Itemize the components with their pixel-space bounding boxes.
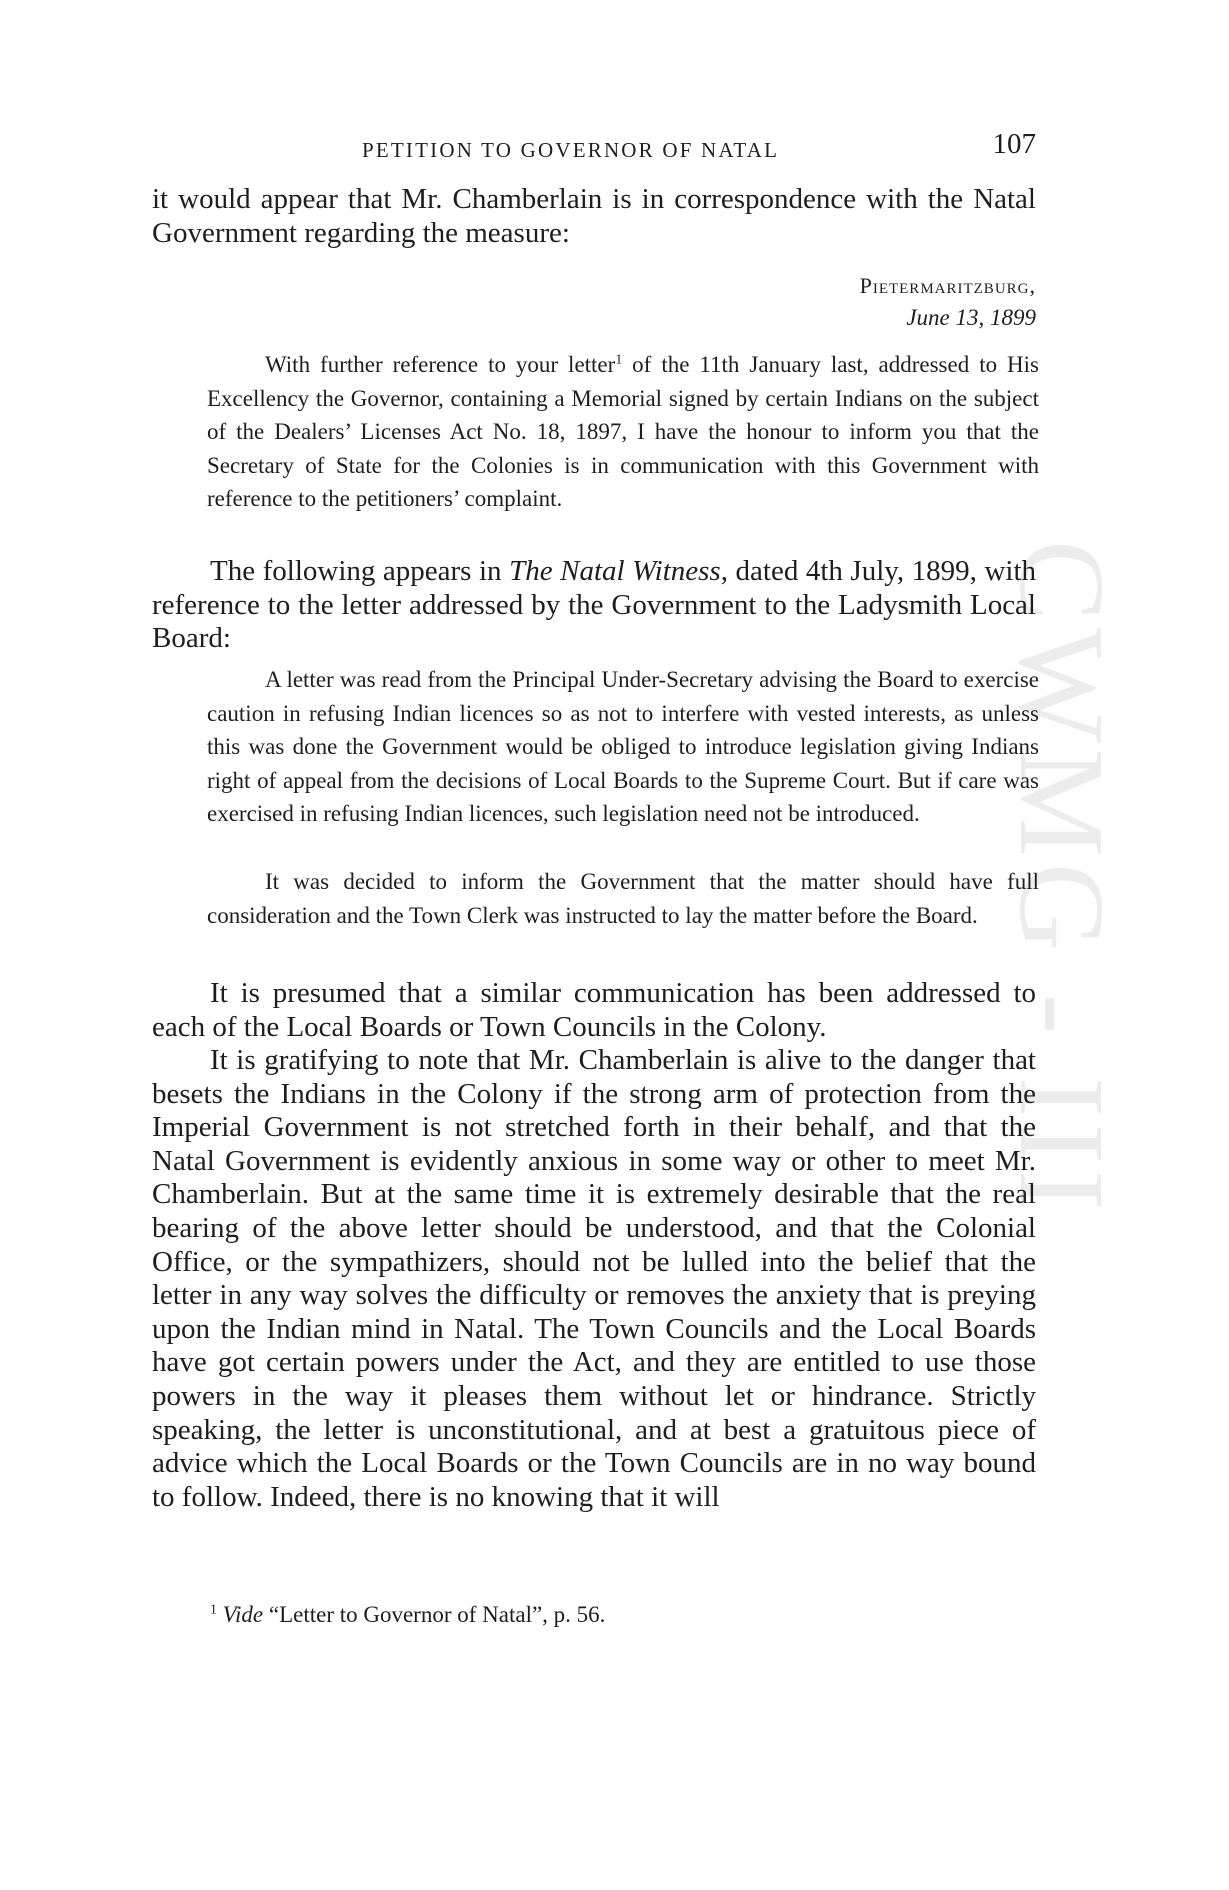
footnote (210, 1602, 605, 1628)
quote-paragraph-2: It was decided to inform the Government that the matter should have full consideration and the Town Clerk was instructed to lay the matter before the Board. (207, 869, 1039, 928)
letter-place: Pietermaritzburg, (859, 273, 1036, 298)
page-header (152, 128, 1036, 168)
intro-paragraph: it would appear that Mr. Chamberlain is in correspondence with the Natal Government regarding the measure: (152, 183, 1036, 249)
letter-text-end: of the 11th January last, addressed to His Excellency the Governor, containing a Memorial signed by certain Indians on the subject of the Dealers’ Licenses Act No. 18, 1897, I have the honour to inform you that the Secretary of State for the Colonies is in communication with this Government with reference to the petitioners’ complaint. (207, 352, 1039, 512)
footnote-vide: Vide (222, 1602, 264, 1627)
letter-date-text: June 13, 1899 (906, 305, 1036, 330)
page-number: 107 (992, 128, 1036, 160)
letter-body (207, 348, 1039, 516)
body-paragraph-2: It is gratifying to note that Mr. Chamberlain is alive to the danger that besets the Indians in the Colony if the strong arm of protection from the Imperial Government is not stretched forth in their behalf, and that the Natal Government is evidently anxious in some way or other to meet Mr. Chamberlain. But at the same time it is extremely desirable that the real bearing of the above letter should be understood, and that the Colonial Office, or the sympathizers, should not be lulled into the belief that the letter in any way solves the difficulty or removes the anxiety that is preying upon the Indian mind in Natal. The Town Councils and the Local Boards have got certain powers under the Act, and they are entitled to use those powers in the way it pleases them without let or hindrance. Strictly speaking, the letter is unconstitutional, and at best a gratuitous piece of advice which the Local Boards or the Town Councils are in no way bound to follow. Indeed, there is no knowing that it will (152, 1044, 1036, 1513)
letter-text-start: With further reference to your letter (265, 352, 616, 377)
quote-paragraph-1: A letter was read from the Principal Under-Secretary advising the Board to exercise caution in refusing Indian licences so as not to interfere with vested interests, as unless this was done the Government would be obliged to introduce legislation giving Indians right of appeal from the decisions of Local Boards to the Supreme Court. But if care was exercised in refusing Indian licences, such legislation need not be introduced. (207, 667, 1039, 827)
witness-intro-paragraph (152, 555, 1036, 656)
footnote-reference: 1 (615, 351, 623, 367)
running-title: PETITION TO GOVERNOR OF NATAL (362, 138, 780, 162)
witness-intro-after: , dated 4th July, 1899, with reference to the letter addressed by the Government to the Ladysmith Local Board: (152, 555, 1037, 655)
letter-date (906, 305, 1036, 331)
publication-name: The Natal Witness (509, 555, 721, 587)
witness-intro-before: The following appears in (210, 555, 510, 587)
watermark: CWMG - III (994, 540, 1129, 1217)
footnote-text: “Letter to Governor of Natal”, p. 56. (263, 1602, 606, 1627)
body-paragraph-1: It is presumed that a similar communication has been addressed to each of the Local Boards or Town Councils in the Colony. (152, 977, 1036, 1043)
footnote-marker: 1 (210, 1601, 217, 1617)
